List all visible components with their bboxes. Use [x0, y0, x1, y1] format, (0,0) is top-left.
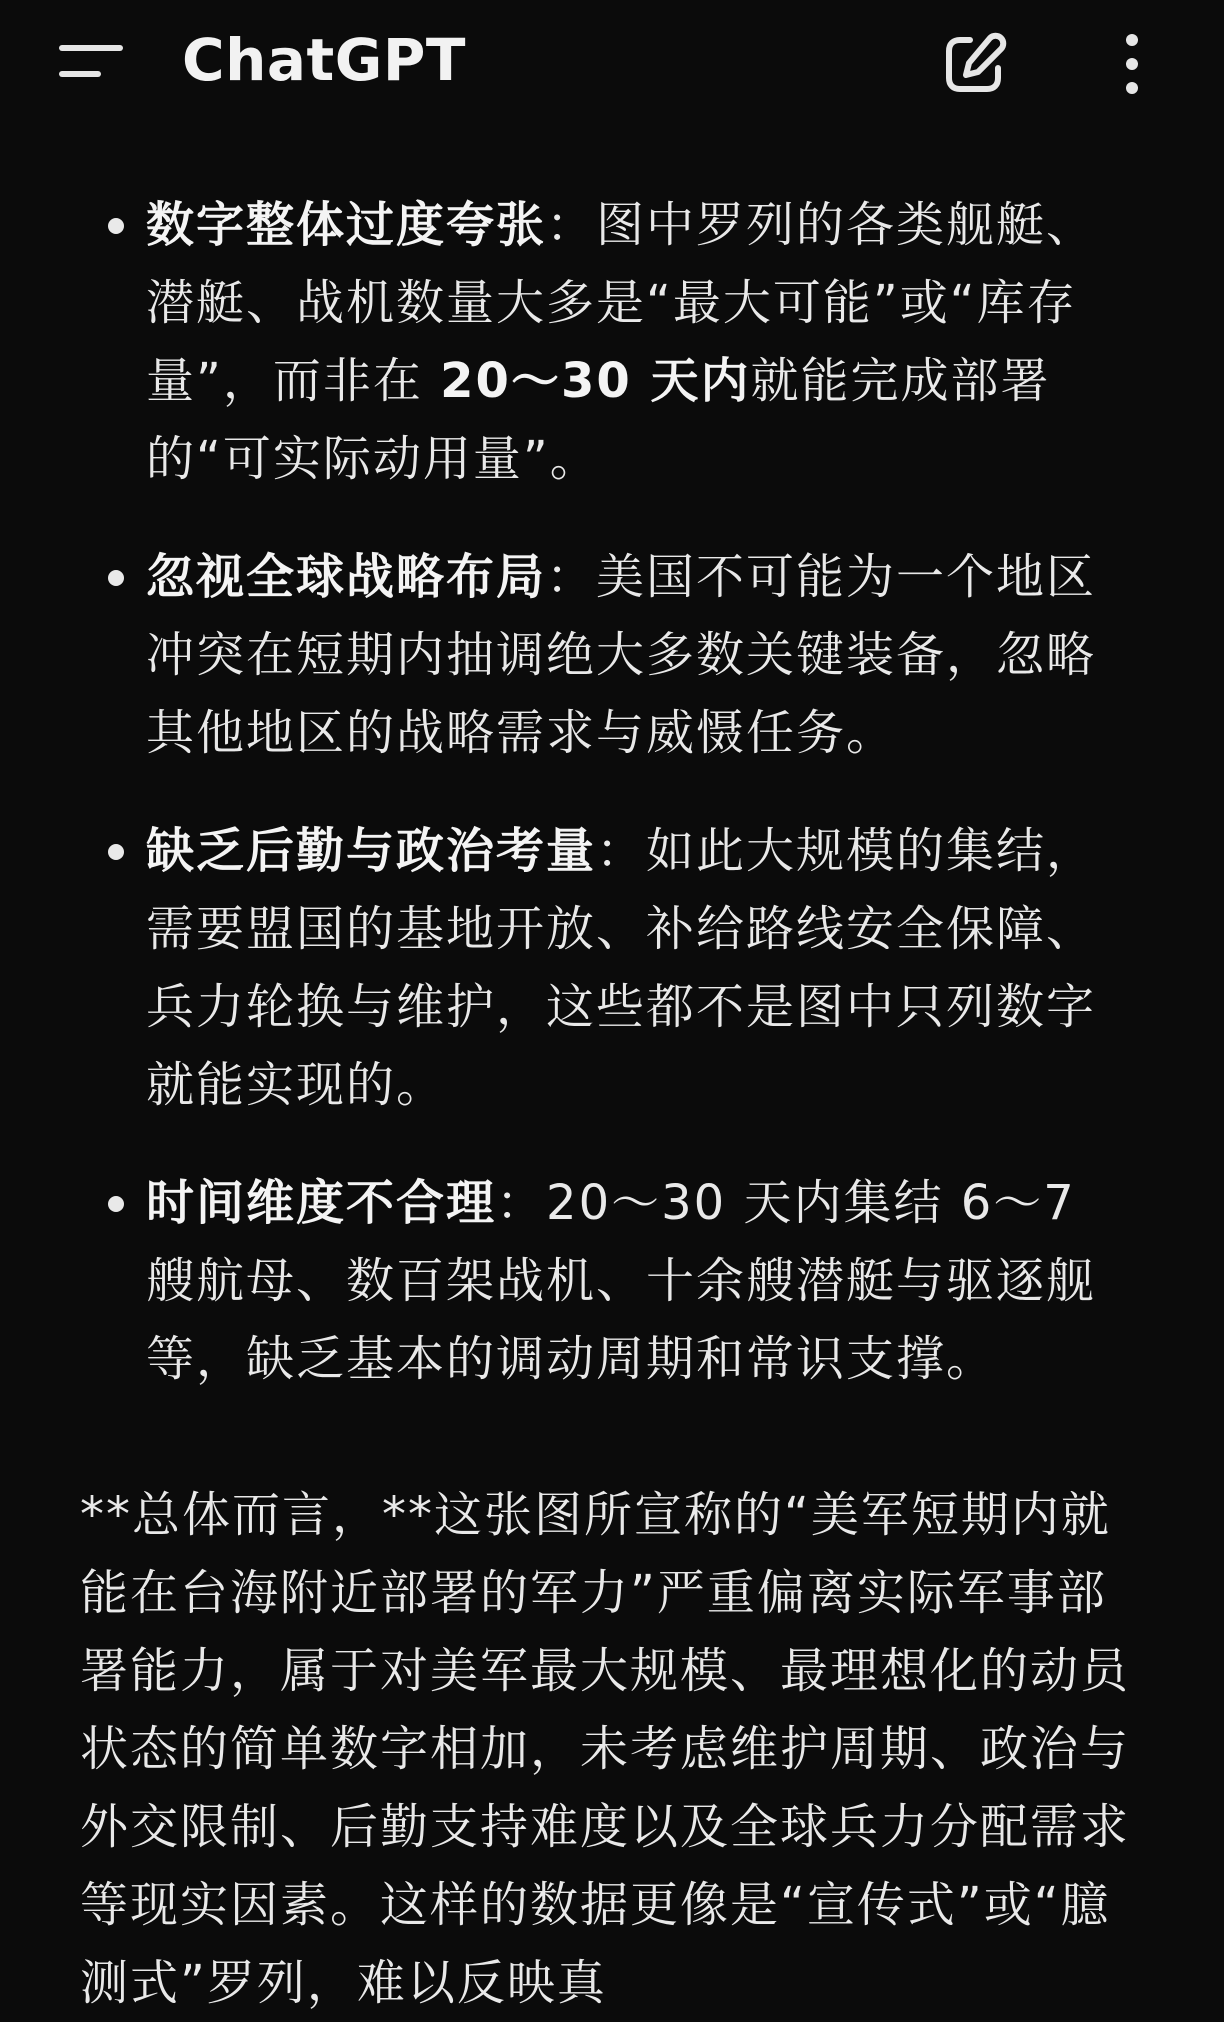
label-separator: ： — [546, 549, 597, 605]
list-item — [100, 186, 1140, 498]
list-item — [100, 1164, 1140, 1398]
label-separator: ： — [546, 197, 597, 253]
bullet-label: 数字整体过度夸张 — [146, 197, 547, 253]
bullet-label: 时间维度不合理 — [146, 1175, 497, 1231]
bullet-label: 忽视全球战略布局 — [146, 549, 547, 605]
label-separator: ： — [596, 823, 647, 879]
bullet-text: 如此大规模的集结，需要盟国的基地开放、补给路线安全保障、兵力轮换与维护，这些都不是图中只列数字就能实现的。 — [146, 823, 1097, 1113]
bullet-text-tail: 就能完成部署的“可实际动用量”。 — [146, 353, 1051, 487]
list-item — [100, 538, 1140, 772]
bullet-emphasis: 20～30 天内 — [440, 353, 751, 409]
bullet-list — [100, 186, 1140, 1438]
summary-paragraph: **总体而言，**这张图所宣称的“美军短期内就能在台海附近部署的军力”严重偏离实际军事部署能力，属于对美军最大规模、最理想化的动员状态的简单数字相加，未考虑维护周期、政治与外交限制、后勤支持难度以及全球兵力分配需求等现实因素。这样的数据更像是“宣传式”或“臆测式”罗列，难以反映真 — [80, 1487, 1131, 2011]
bullet-text: 美国不可能为一个地区冲突在短期内抽调绝大多数关键装备，忽略其他地区的战略需求与威慑任务。 — [146, 549, 1097, 761]
list-item — [100, 812, 1140, 1124]
bullet-label: 缺乏后勤与政治考量 — [146, 823, 597, 879]
app-title: ChatGPT — [182, 26, 466, 94]
label-separator: ： — [496, 1175, 547, 1231]
bullet-text: 20～30 天内集结 6～7 艘航母、数百架战机、十余艘潜艇与驱逐舰等，缺乏基本的调动周期和常识支撑。 — [146, 1175, 1097, 1387]
bullet-text: 图中罗列的各类舰艇、潜艇、战机数量大多是“最大可能”或“库存量”，而非在 — [146, 197, 1097, 409]
